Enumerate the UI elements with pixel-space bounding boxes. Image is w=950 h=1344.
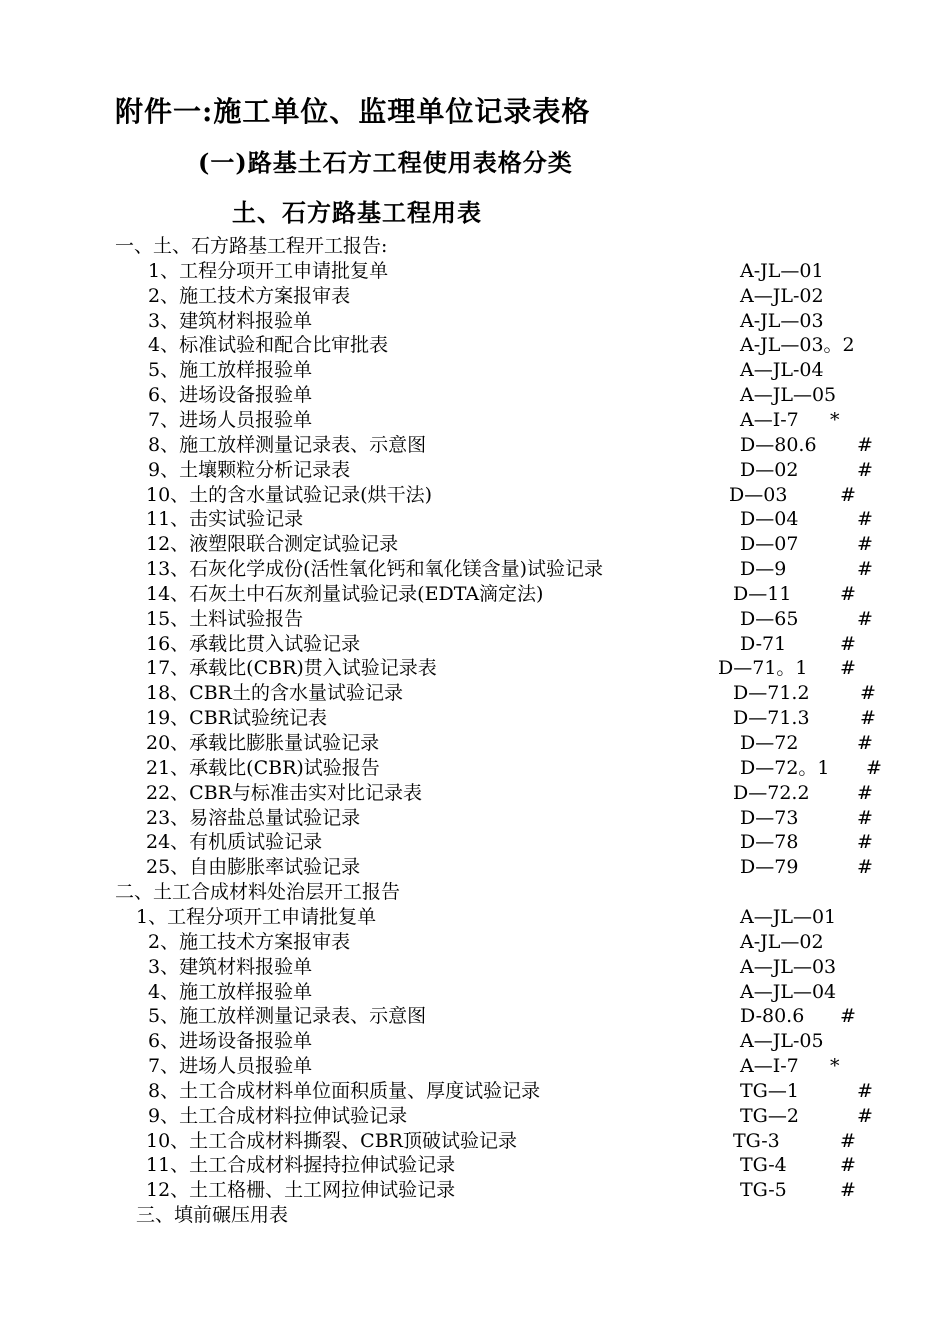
list-item [0, 731, 950, 756]
item-label: 1、工程分项开工申请批复单 [136, 905, 377, 928]
item-label: 15、土料试验报告 [146, 607, 304, 630]
item-mark: # [857, 781, 873, 804]
item-code: D—07 [740, 533, 799, 556]
item-mark: # [860, 682, 876, 705]
item-mark: # [840, 632, 856, 655]
list-item [0, 458, 950, 483]
item-mark: * [830, 408, 840, 431]
section-heading [0, 234, 950, 259]
item-label: 8、施工放样测量记录表、示意图 [148, 433, 427, 456]
item-label: 10、土工合成材料撕裂、CBR顶破试验记录 [146, 1129, 517, 1152]
item-code: A—JL—01 [740, 905, 837, 928]
list-item [0, 582, 950, 607]
item-mark: # [857, 856, 873, 879]
item-code: A—JL—04 [740, 980, 837, 1003]
item-code: TG-5 [740, 1179, 787, 1202]
list-item [0, 259, 950, 284]
list-item [0, 1153, 950, 1178]
item-mark: # [840, 1179, 856, 1202]
item-label: 25、自由膨胀率试验记录 [146, 856, 361, 879]
item-label: 9、土工合成材料拉伸试验记录 [148, 1104, 408, 1127]
item-code: A-JL—03 [740, 309, 824, 332]
item-mark: # [857, 458, 873, 481]
page-subtitle: (一)路基土石方工程使用表格分类 [198, 148, 573, 177]
item-mark: # [857, 533, 873, 556]
item-mark: # [857, 1079, 873, 1102]
item-mark: # [840, 1129, 856, 1152]
item-label: 10、土的含水量试验记录(烘干法) [146, 483, 433, 506]
item-label: 三、填前碾压用表 [136, 1204, 289, 1227]
item-label: 2、施工技术方案报审表 [148, 284, 351, 307]
item-label: 5、施工放样报验单 [148, 359, 313, 382]
item-code: D—71.2 [733, 682, 810, 705]
item-mark: # [860, 707, 876, 730]
list-item [0, 1079, 950, 1104]
item-code: D—72 [740, 732, 799, 754]
item-label: 3、建筑材料报验单 [148, 309, 313, 332]
item-code: A—JL-02 [740, 284, 824, 307]
item-label: 19、CBR试验统记表 [146, 707, 327, 730]
list-item [0, 1203, 950, 1228]
item-label: 7、进场人员报验单 [148, 408, 313, 431]
section-heading [0, 880, 950, 905]
list-item [0, 1029, 950, 1054]
list-item [0, 706, 950, 731]
item-label: 20、承载比膨胀量试验记录 [146, 732, 380, 754]
item-label: 4、标准试验和配合比审批表 [148, 334, 389, 357]
item-label: 23、易溶盐总量试验记录 [146, 806, 361, 829]
list-item [0, 507, 950, 532]
list-item [0, 309, 950, 334]
item-code: D—03 [729, 483, 788, 506]
item-label: 5、施工放样测量记录表、示意图 [148, 1005, 427, 1028]
item-label: 21、承载比(CBR)试验报告 [146, 756, 380, 779]
item-code: D-71 [740, 632, 787, 655]
item-code: TG-4 [740, 1154, 787, 1177]
item-label: 1、工程分项开工申请批复单 [148, 259, 389, 282]
item-mark: # [840, 582, 856, 605]
item-label: 二、土工合成材料处治层开工报告 [115, 881, 401, 904]
list-item [0, 955, 950, 980]
item-code: D—65 [740, 607, 799, 630]
item-label: 9、土壤颗粒分析记录表 [148, 458, 351, 481]
list-item [0, 756, 950, 781]
item-label: 11、击实试验记录 [146, 508, 304, 531]
item-code: A—I-7 [740, 408, 799, 431]
item-label: 24、有机质试验记录 [146, 831, 323, 854]
list-item [0, 1178, 950, 1203]
item-mark: # [857, 806, 873, 829]
item-code: A-JL—02 [740, 930, 824, 953]
section-title: 土、石方路基工程用表 [232, 198, 482, 227]
item-code: D—80.6 [740, 433, 817, 456]
item-code: D—73 [740, 806, 799, 829]
list-item [0, 781, 950, 806]
list-item [0, 532, 950, 557]
item-code: D—11 [733, 582, 792, 605]
list-item [0, 607, 950, 632]
item-code: D—78 [740, 831, 799, 854]
item-mark: # [857, 831, 873, 854]
item-label: 11、土工合成材料握持拉伸试验记录 [146, 1154, 456, 1177]
item-code: D—02 [740, 458, 799, 481]
list-item [0, 1054, 950, 1079]
list-item [0, 905, 950, 930]
item-label: 3、建筑材料报验单 [148, 955, 313, 978]
item-mark: # [857, 732, 873, 754]
list-item [0, 830, 950, 855]
item-code: D—72。1 [740, 756, 830, 779]
item-label: 22、CBR与标准击实对比记录表 [146, 781, 422, 804]
item-code: A—JL—03 [740, 955, 837, 978]
item-label: 18、CBR土的含水量试验记录 [146, 682, 403, 705]
item-label: 12、液塑限联合测定试验记录 [146, 533, 399, 556]
list-item [0, 483, 950, 508]
item-code: TG-3 [733, 1129, 780, 1152]
list-item [0, 284, 950, 309]
item-mark: # [857, 508, 873, 531]
list-item [0, 1104, 950, 1129]
list-item [0, 806, 950, 831]
item-label: 8、土工合成材料单位面积质量、厚度试验记录 [148, 1079, 541, 1102]
item-code: D—71。1 [718, 657, 808, 680]
item-mark: # [840, 1005, 856, 1028]
item-code: TG—1 [740, 1079, 799, 1102]
item-label: 4、施工放样报验单 [148, 980, 313, 1003]
item-mark: # [840, 483, 856, 506]
list-item [0, 358, 950, 383]
list-item [0, 980, 950, 1005]
item-label: 14、石灰土中石灰剂量试验记录(EDTA滴定法) [146, 582, 544, 605]
list-item [0, 408, 950, 433]
item-code: A—JL-04 [740, 359, 824, 382]
list-item [0, 632, 950, 657]
item-label: 16、承载比贯入试验记录 [146, 632, 361, 655]
page-title: 附件一:施工单位、监理单位记录表格 [115, 95, 591, 128]
item-label: 2、施工技术方案报审表 [148, 930, 351, 953]
list-item [0, 656, 950, 681]
item-code: D-80.6 [740, 1005, 805, 1028]
list-item [0, 557, 950, 582]
item-label: 12、土工格栅、土工网拉伸试验记录 [146, 1179, 456, 1202]
item-code: A—JL—05 [740, 384, 837, 407]
item-label: 17、承载比(CBR)贯入试验记录表 [146, 657, 437, 680]
item-code: TG—2 [740, 1104, 799, 1127]
list-item [0, 1004, 950, 1029]
item-code: A-JL—01 [740, 259, 824, 282]
item-label: 一、土、石方路基工程开工报告: [115, 235, 388, 257]
list-item [0, 433, 950, 458]
item-code: D—72.2 [733, 781, 810, 804]
list-item [0, 383, 950, 408]
item-label: 6、进场设备报验单 [148, 1030, 313, 1053]
item-mark: * [830, 1055, 840, 1078]
item-code: D—9 [740, 558, 787, 581]
list-item [0, 681, 950, 706]
item-mark: # [857, 558, 873, 581]
list-item [0, 930, 950, 955]
list-item [0, 1129, 950, 1154]
list-item [0, 855, 950, 880]
item-label: 13、石灰化学成份(活性氧化钙和氧化镁含量)试验记录 [146, 558, 604, 581]
item-code: D—71.3 [733, 707, 810, 730]
item-mark: # [857, 607, 873, 630]
item-label: 6、进场设备报验单 [148, 384, 313, 407]
item-mark: # [857, 1104, 873, 1127]
list-item [0, 333, 950, 358]
item-mark: # [866, 756, 882, 779]
item-code: A-JL—03。2 [740, 334, 855, 357]
item-label: 7、进场人员报验单 [148, 1055, 313, 1078]
item-code: A—I-7 [740, 1055, 799, 1078]
item-code: D—79 [740, 856, 799, 879]
item-code: A—JL-05 [740, 1030, 824, 1053]
item-code: D—04 [740, 508, 799, 531]
item-mark: # [840, 1154, 856, 1177]
item-mark: # [857, 433, 873, 456]
item-mark: # [840, 657, 856, 680]
